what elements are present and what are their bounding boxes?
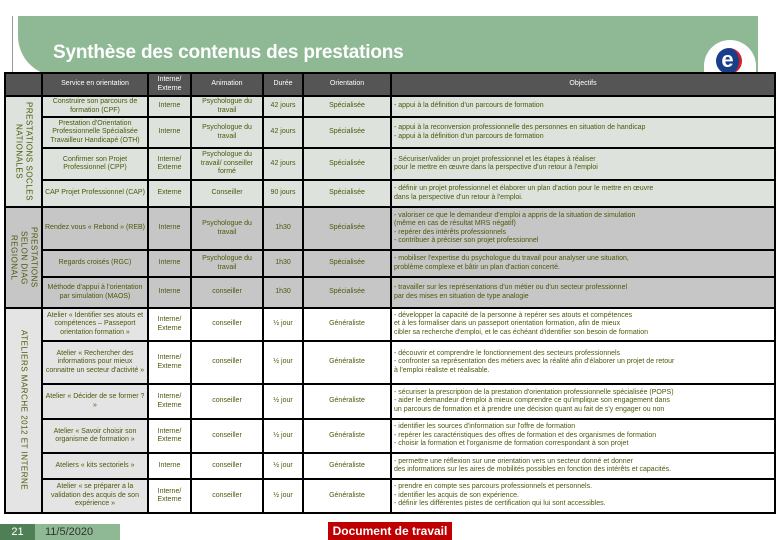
internal-external-cell: Interne/ Externe xyxy=(148,308,191,341)
animation-cell: conseiller xyxy=(191,341,263,384)
animation-cell: Psychologue du travail xyxy=(191,250,263,277)
group-label: ATELIERS MARCHE 2012 ET INTERNE xyxy=(19,330,29,491)
service-cell: Regards croisés (RGC) xyxy=(42,250,148,277)
document-label: Document de travail xyxy=(328,522,452,540)
logo-e-icon: e xyxy=(716,48,742,74)
table-row xyxy=(5,277,775,308)
group-cell xyxy=(5,308,42,513)
orientation-cell: Généraliste xyxy=(303,419,391,453)
table-row xyxy=(5,250,775,277)
objectives-cell: - prendre en compte ses parcours professionnels et personnels. - identifier les acquis de son expérience. - définir les différentes pistes de certification qui lui sont accessibles. xyxy=(391,479,775,513)
duration-cell: 1h30 xyxy=(263,207,303,250)
orientation-cell: Généraliste xyxy=(303,453,391,479)
internal-external-cell: Interne/ Externe xyxy=(148,148,191,180)
objectives-cell: - définir un projet professionnel et élaborer un plan d'action pour le mettre en œuvre dans la perspective d'un retour à l'emploi. xyxy=(391,180,775,207)
group-cell xyxy=(5,96,42,207)
animation-cell: Psychologue du travail xyxy=(191,96,263,117)
animation-cell: conseiller xyxy=(191,479,263,513)
animation-cell: conseiller xyxy=(191,419,263,453)
duration-cell: ½ jour xyxy=(263,308,303,341)
table-row xyxy=(5,419,775,453)
orientation-cell: Généraliste xyxy=(303,479,391,513)
internal-external-cell: Interne xyxy=(148,117,191,148)
internal-external-cell: Interne/ Externe xyxy=(148,384,191,419)
objectives-cell: - Sécuriser/valider un projet professionnel et les étapes à réaliser pour le mettre en œuvre dans la perspective d'un retour à l'emploi xyxy=(391,148,775,180)
orientation-cell: Spécialisée xyxy=(303,180,391,207)
service-cell: Atelier « se préparer a la validation des acquis de son expérience » xyxy=(42,479,148,513)
internal-external-cell: Interne/ Externe xyxy=(148,341,191,384)
duration-cell: ½ jour xyxy=(263,384,303,419)
column-header: Objectifs xyxy=(391,73,775,96)
service-cell: Méthode d'appui à l'orientation par simulation (MAOS) xyxy=(42,277,148,308)
service-cell: Construire son parcours de formation (CPF) xyxy=(42,96,148,117)
orientation-cell: Spécialisée xyxy=(303,148,391,180)
service-cell: CAP Projet Professionnel (CAP) xyxy=(42,180,148,207)
animation-cell: conseiller xyxy=(191,277,263,308)
orientation-cell: Spécialisée xyxy=(303,117,391,148)
service-cell: Atelier « Rechercher des informations pour mieux connaitre un secteur d'activité » xyxy=(42,341,148,384)
table-row xyxy=(5,453,775,479)
duration-cell: 1h30 xyxy=(263,277,303,308)
duration-cell: 1h30 xyxy=(263,250,303,277)
internal-external-cell: Interne/ Externe xyxy=(148,419,191,453)
service-cell: Ateliers « kits sectoriels » xyxy=(42,453,148,479)
page-title: Synthèse des contenus des prestations xyxy=(53,42,404,63)
column-header: Interne/ Externe xyxy=(148,73,191,96)
page-number: 21 xyxy=(0,524,35,540)
orientation-cell: Généraliste xyxy=(303,308,391,341)
orientation-cell: Spécialisée xyxy=(303,277,391,308)
orientation-cell: Spécialisée xyxy=(303,96,391,117)
internal-external-cell: Interne xyxy=(148,207,191,250)
group-label: PRESTATIONS SELON DIAG REGIONAL xyxy=(9,227,39,288)
column-header: Service en orientation xyxy=(42,73,148,96)
service-cell: Rendez vous « Rebond » (REB) xyxy=(42,207,148,250)
objectives-cell: - appui à la reconversion professionnelle des personnes en situation de handicap - appui à la définition d'un parcours de formation xyxy=(391,117,775,148)
duration-cell: 42 jours xyxy=(263,117,303,148)
duration-cell: ½ jour xyxy=(263,453,303,479)
service-cell: Atelier « Identifier ses atouts et compétences – Passeport orientation formation » xyxy=(42,308,148,341)
table-row xyxy=(5,341,775,384)
animation-cell: conseiller xyxy=(191,384,263,419)
duration-cell: ½ jour xyxy=(263,479,303,513)
objectives-cell: - appui à la définition d'un parcours de formation xyxy=(391,96,775,117)
animation-cell: conseiller xyxy=(191,453,263,479)
column-header: Orientation xyxy=(303,73,391,96)
objectives-cell: - travailler sur les représentations d'un métier ou d'un secteur professionnel par des mises en situation de type analogie xyxy=(391,277,775,308)
service-cell: Prestation d'Orientation Professionnelle Spécialisée Travailleur Handicapé (OTH) xyxy=(42,117,148,148)
group-cell xyxy=(5,207,42,308)
duration-cell: ½ jour xyxy=(263,341,303,384)
divider xyxy=(12,16,13,76)
service-cell: Atelier « Décider de se former ? » xyxy=(42,384,148,419)
animation-cell: Psychologue du travail/ conseiller formé xyxy=(191,148,263,180)
table-row xyxy=(5,308,775,341)
table-row xyxy=(5,384,775,419)
duration-cell: ½ jour xyxy=(263,419,303,453)
table-row xyxy=(5,96,775,117)
objectives-cell: - mobiliser l'expertise du psychologue du travail pour analyser une situation, problème complexe et bâtir un plan d'action concerté. xyxy=(391,250,775,277)
objectives-cell: - sécuriser la prescription de la prestation d'orientation professionnelle spécialisée (POPS) - aider le demandeur d'emploi à mieux comprendre ce qu'implique son engagement dans un parcours de formation et à prendre une décision quant au fait de s'y engager ou non xyxy=(391,384,775,419)
objectives-cell: - découvrir et comprendre le fonctionnement des secteurs professionnels - confronter sa représentation des métiers avec la réalité afin d'élaborer un projet de retour à l'emploi réaliste et réalisable. xyxy=(391,341,775,384)
date: 11/5/2020 xyxy=(35,524,120,540)
objectives-cell: - valoriser ce que le demandeur d'emploi a appris de la situation de simulation (même en cas de résultat MRS négatif) - repérer des intérêts professionnels - contribuer à préciser son projet professionnel xyxy=(391,207,775,250)
objectives-cell: - développer la capacité de la personne à repérer ses atouts et compétences et à les formaliser dans un passeport orientation formation, afin de mieux cibler sa recherche d'emploi, et le cas échéant d'identifier son besoin de formation xyxy=(391,308,775,341)
column-header: Durée xyxy=(263,73,303,96)
group-label: PRESTATIONS SOCLES NATIONALES xyxy=(14,102,34,201)
table-row xyxy=(5,479,775,513)
column-header: Animation xyxy=(191,73,263,96)
table-row xyxy=(5,180,775,207)
internal-external-cell: Interne xyxy=(148,250,191,277)
orientation-cell: Généraliste xyxy=(303,341,391,384)
orientation-cell: Généraliste xyxy=(303,384,391,419)
duration-cell: 90 jours xyxy=(263,180,303,207)
objectives-cell: - identifier les sources d'information sur l'offre de formation - repérer les caractéristiques des offres de formation et des organismes de formation - choisir la formation et l'organisme de formation correspondant à son projet xyxy=(391,419,775,453)
duration-cell: 42 jours xyxy=(263,96,303,117)
orientation-cell: Spécialisée xyxy=(303,207,391,250)
animation-cell: Psychologue du travail xyxy=(191,207,263,250)
internal-external-cell: Interne xyxy=(148,96,191,117)
table-row xyxy=(5,117,775,148)
service-cell: Confirmer son Projet Professionnel (CPP) xyxy=(42,148,148,180)
internal-external-cell: Interne/ Externe xyxy=(148,479,191,513)
column-header xyxy=(5,73,42,96)
table-row xyxy=(5,148,775,180)
internal-external-cell: Interne xyxy=(148,277,191,308)
objectives-cell: - permettre une réflexion sur une orientation vers un secteur donné et donner des informations sur les aires de mobilités possibles en fonction des intérêts et capacités. xyxy=(391,453,775,479)
table-row xyxy=(5,207,775,250)
internal-external-cell: Externe xyxy=(148,180,191,207)
animation-cell: conseiller xyxy=(191,308,263,341)
duration-cell: 42 jours xyxy=(263,148,303,180)
animation-cell: Psychologue du travail xyxy=(191,117,263,148)
prestations-table xyxy=(4,72,776,514)
animation-cell: Conseiller xyxy=(191,180,263,207)
internal-external-cell: Interne xyxy=(148,453,191,479)
orientation-cell: Spécialisée xyxy=(303,250,391,277)
service-cell: Atelier « Savoir choisir son organisme de formation » xyxy=(42,419,148,453)
